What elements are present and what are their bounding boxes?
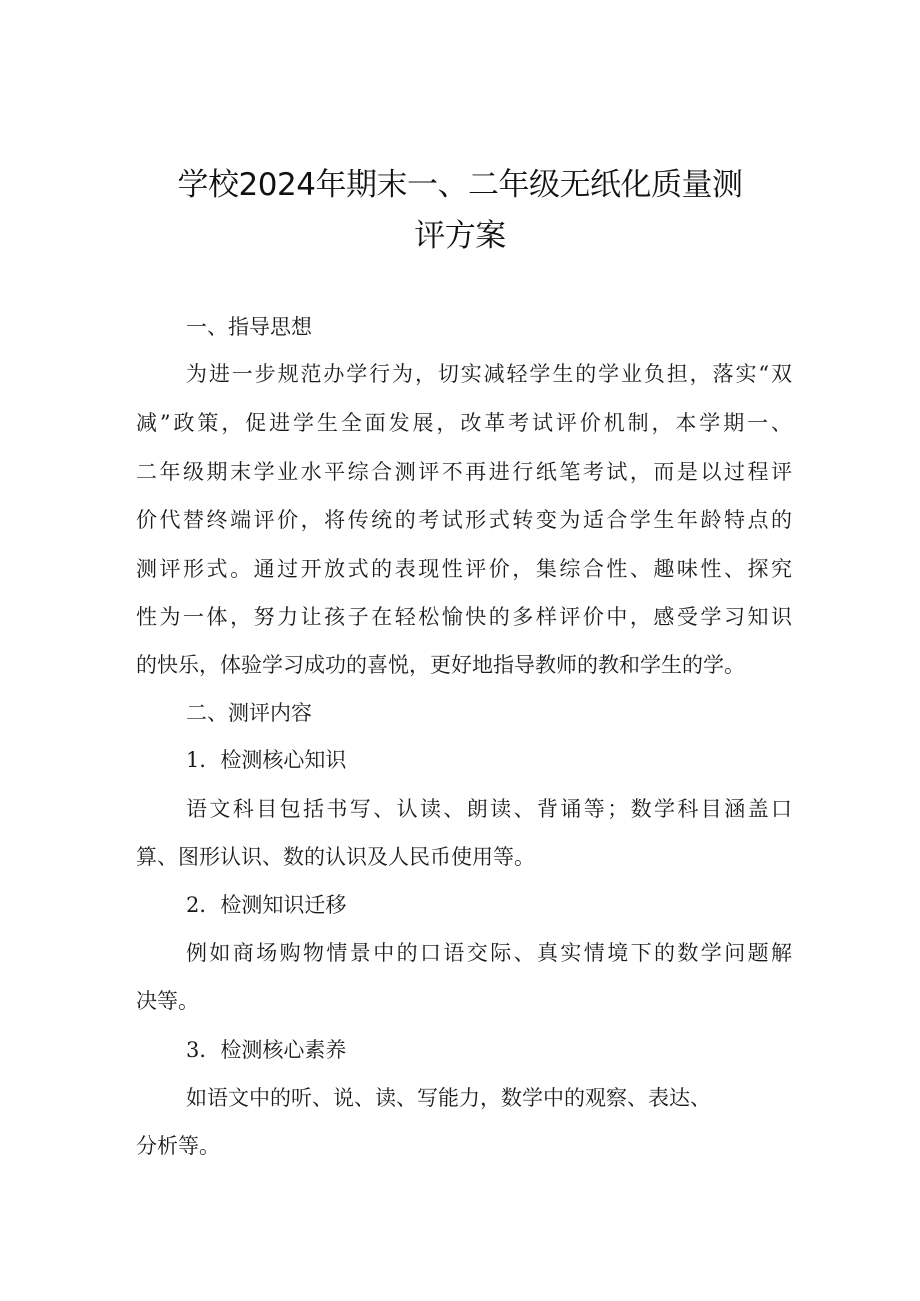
item-heading-knowledge-transfer: 2．检测知识迁移 [186, 893, 347, 917]
paragraph-line: 测评形式。通过开放式的表现性评价，集综合性、趣味性、探究 [136, 557, 792, 581]
section-heading-guiding-ideology: 一、指导思想 [186, 315, 312, 339]
paragraph-line: 的快乐，体验学习成功的喜悦，更好地指导教师的教和学生的学。 [136, 653, 745, 677]
paragraph-line: 决等。 [136, 989, 199, 1013]
paragraph-line: 例如商场购物情景中的口语交际、真实情境下的数学问题解 [186, 941, 792, 965]
paragraph-line: 为进一步规范办学行为，切实减轻学生的学业负担，落实“双 [186, 362, 792, 386]
paragraph-line: 二年级期末学业水平综合测评不再进行纸笔考试，而是以过程评 [136, 460, 792, 484]
section-heading-assessment-content: 二、测评内容 [186, 701, 312, 725]
paragraph-line: 分析等。 [136, 1134, 220, 1158]
paragraph-line: 语文科目包括书写、认读、朗读、背诵等；数学科目涵盖口 [186, 797, 792, 821]
item-heading-core-literacy: 3．检测核心素养 [186, 1038, 347, 1062]
item-heading-core-knowledge: 1．检测核心知识 [186, 748, 347, 772]
paragraph-line: 价代替终端评价，将传统的考试形式转变为适合学生年龄特点的 [136, 508, 792, 532]
paragraph-line: 算、图形认识、数的认识及人民币使用等。 [136, 845, 535, 869]
paragraph-line: 如语文中的听、说、读、写能力，数学中的观察、表达、 [186, 1086, 711, 1110]
document-title-line-2: 评方案 [414, 218, 506, 254]
paragraph-line: 性为一体，努力让孩子在轻松愉快的多样评价中，感受学习知识 [136, 605, 792, 629]
paragraph-line: 减”政策，促进学生全面发展，改革考试评价机制，本学期一、 [136, 411, 792, 435]
document-title-line-1: 学校2024年期末一、二年级无纸化质量测 [177, 167, 743, 203]
